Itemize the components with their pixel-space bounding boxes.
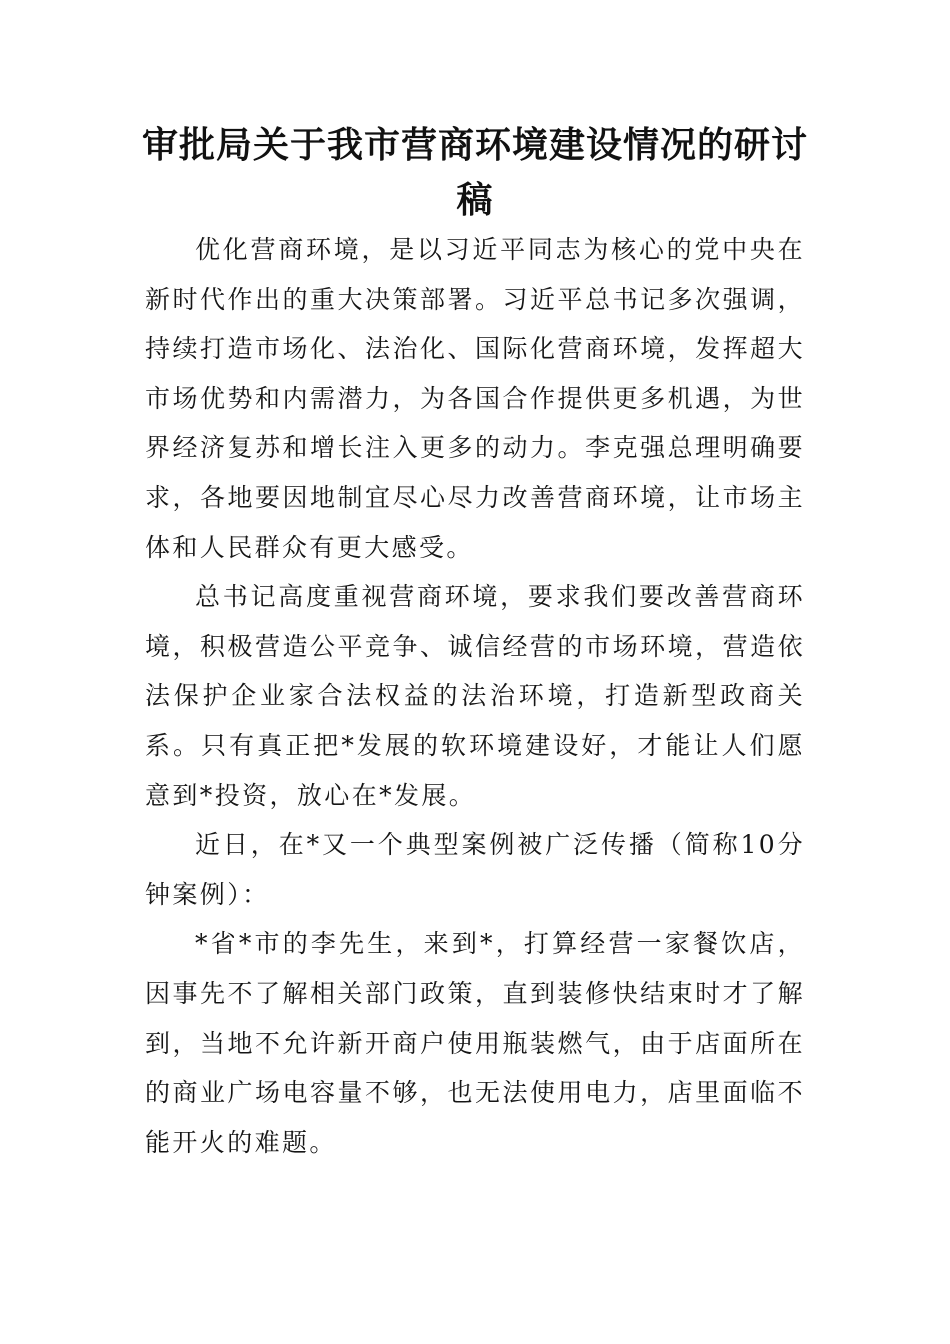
paragraph-1: 优化营商环境，是以习近平同志为核心的党中央在新时代作出的重大决策部署。习近平总书记多次强调，持续打造市场化、法治化、国际化营商环境，发挥超大市场优势和内需潜力，为各国合作提供更多机遇，为世界经济复苏和增长注入更多的动力。李克强总理明确要求，各地要因地制宜尽心尽力改善营商环境，让市场主体和人民群众有更大感受。: [145, 235, 805, 562]
paragraph-2: 总书记高度重视营商环境，要求我们要改善营商环境，积极营造公平竞争、诚信经营的市场环境，营造依法保护企业家合法权益的法治环境，打造新型政商关系。只有真正把*发展的软环境建设好，才能让人们愿意到*投资，放心在*发展。: [145, 582, 805, 810]
document-title: 审批局关于我市营商环境建设情况的研讨稿: [141, 124, 808, 221]
document-body: [145, 225, 805, 1167]
paragraph-3: 近日，在*又一个典型案例被广泛传播（简称10分钟案例）：: [145, 830, 805, 909]
paragraph-4: *省*市的李先生，来到*，打算经营一家餐饮店，因事先不了解相关部门政策，直到装修快结束时才了解到，当地不允许新开商户使用瓶装燃气，由于店面所在的商业广场电容量不够，也无法使用电力，店里面临不能开火的难题。: [145, 929, 805, 1157]
